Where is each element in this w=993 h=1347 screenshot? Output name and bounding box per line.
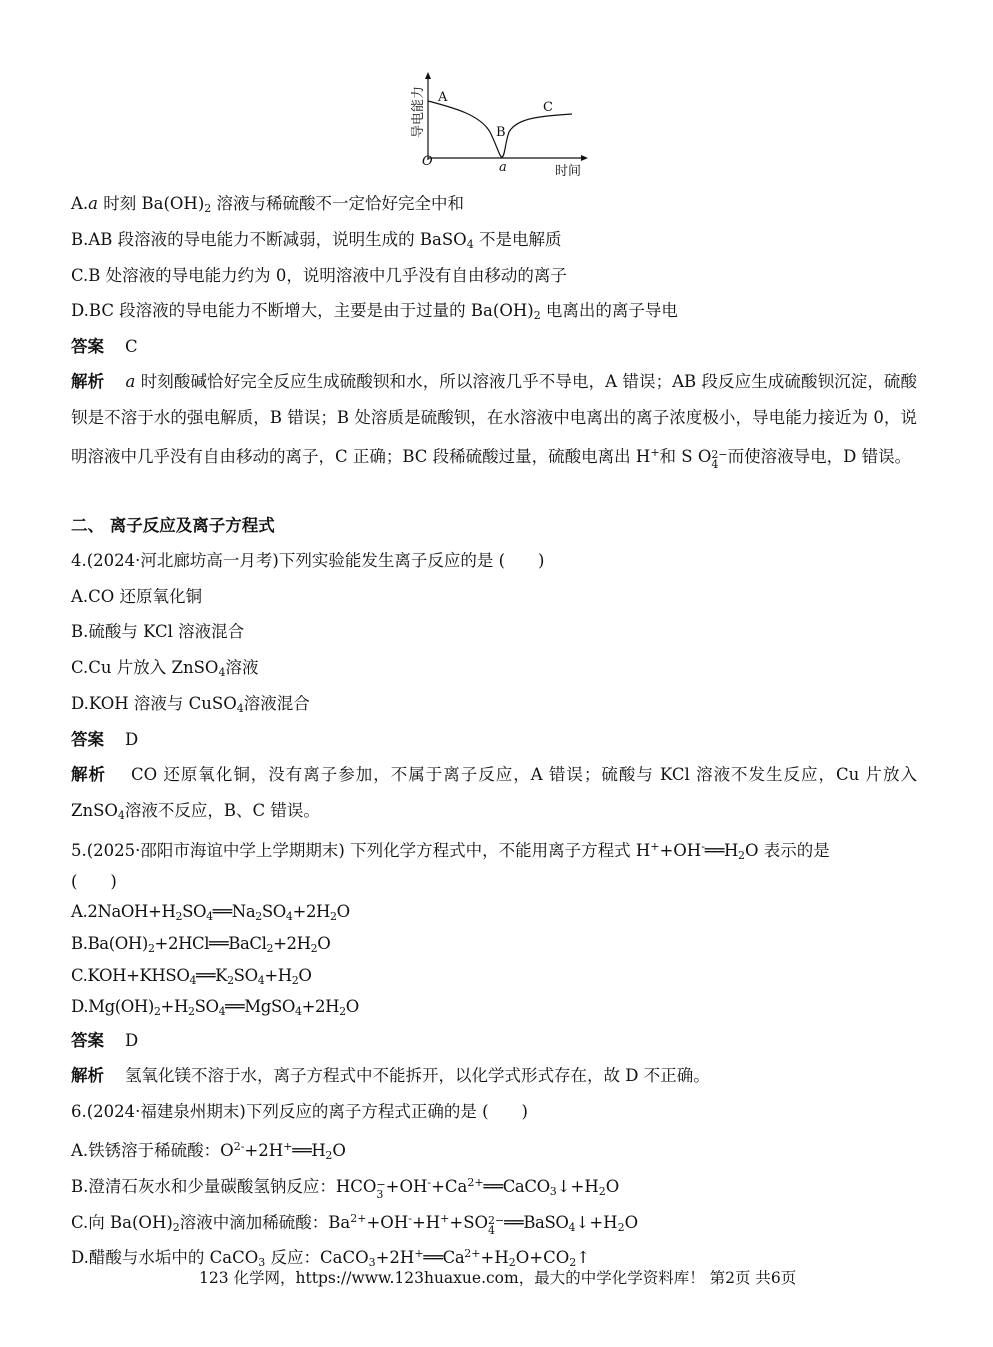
point-a-label: A	[438, 90, 448, 105]
q6-stem: 6.(2024·福建泉州期末)下列反应的离子方程式正确的是 ( )	[71, 1102, 528, 1121]
q6-option-d: D.醋酸与水垢中的 CaCO$_3$ 反应：$CaCO_3+2H^+══Ca^{2+}+H_2O+CO_2↑$	[71, 1247, 591, 1269]
q3-answer: 答案 C	[71, 337, 138, 356]
q5-answer: 答案 D	[71, 1031, 139, 1050]
q4-answer: 答案 D	[71, 730, 139, 749]
q3-option-c: C.B 处溶液的导电能力约为 0，说明溶液中几乎没有自由移动的离子	[71, 266, 567, 285]
q5-option-b: $B.Ba(OH)_2+2HCl══BaCl_2+2H_2O$	[71, 934, 331, 955]
y-axis-label: 导电能力	[411, 85, 426, 139]
point-c-label: C	[543, 100, 553, 115]
section-heading: 二、 离子反应及离子方程式	[71, 516, 275, 535]
y-axis-arrow	[425, 72, 431, 79]
q4-option-c: C.Cu 片放入 ZnSO$_4$溶液	[71, 658, 259, 679]
q3-analysis: 解析 a 时刻酸碱恰好完全反应生成硫酸钡和水，所以溶液几乎不导电，A 错误；AB 段反应生成硫酸钡沉淀，硫酸钡是不溶于水的强电解质，B 错误；B 处溶质是硫酸钡，在水溶液中电离出的离子浓度极小，导电能力接近为 0，说明溶液中几乎没有自由移动的离子，C 正确；BC 段稀硫酸过量，硫酸电离出 H+和 S O 2− 4 而使溶液导电，D 错误。	[71, 372, 918, 472]
conductivity-graph	[405, 70, 595, 182]
q6-option-b: B.澄清石灰水和少量碳酸氢钠反应：HCO − 3 $+OH^-+Ca^{2+}══CaCO_3↓+H_2O$	[71, 1176, 620, 1201]
q4-analysis: 解析 CO 还原氧化铜，没有离子参加，不属于离子反应，A 错误；硫酸与 KCl 溶液不发生反应，Cu 片放入 ZnSO$_4$溶液不反应，B、C 错误。	[71, 765, 917, 822]
x-axis-arrow	[581, 155, 588, 161]
q3-option-a: A.a 时刻 $Ba(OH)_2$ 溶液与稀硫酸不一定恰好完全中和	[71, 194, 465, 215]
page-footer: 123 化学网，https://www.123huaxue.com，最大的中学化学资料库！ 第2页 共6页	[199, 1269, 797, 1287]
q4-option-a: A.CO 还原氧化铜	[71, 587, 203, 606]
origin-label: O	[422, 154, 433, 169]
q5-stem: 5.(2025·邵阳市海谊中学上学期期末) 下列化学方程式中，不能用离子方程式 $H^++OH^-══H_2O$ 表示的是	[71, 840, 830, 862]
x-axis-label: 时间	[555, 164, 582, 179]
q5-analysis: 解析 氢氧化镁不溶于水，离子方程式中不能拆开，以化学式形式存在，故 D 不正确。	[71, 1066, 710, 1085]
tick-a-label: a	[499, 160, 507, 175]
q4-option-d: D.KOH 溶液与 CuSO$_4$溶液混合	[71, 694, 310, 715]
point-b-label: B	[496, 125, 506, 140]
q3-option-d: D.BC 段溶液的导电能力不断增大，主要是由于过量的 $Ba(OH)_2$ 电离出的离子导电	[71, 301, 678, 322]
q5-paren: ( )	[71, 872, 117, 891]
q3-option-b: B.AB 段溶液的导电能力不断减弱，说明生成的 BaSO$_4$ 不是电解质	[71, 230, 562, 251]
q5-option-a: $A.2NaOH+H_2SO_4══Na_2SO_4+2H_2O$	[71, 902, 350, 923]
q5-option-d: $D.Mg(OH)_2+H_2SO_4══MgSO_4+2H_2O$	[71, 997, 359, 1018]
q5-option-c: $C.KOH+KHSO_4══K_2SO_4+H_2O$	[71, 966, 312, 987]
q4-option-b: B.硫酸与 KCl 溶液混合	[71, 622, 245, 641]
q6-option-a: A.铁锈溶于稀硫酸：$O^{2-}+2H^+══H_2O$	[71, 1140, 346, 1162]
q4-stem: 4.(2024·河北廊坊高一月考)下列实验能发生离子反应的是 ( )	[71, 551, 545, 570]
q6-option-c: C.向 $Ba(OH)_2$溶液中滴加稀硫酸：$Ba^{2+}+OH^-+H^++SO$ 2− 4 $══BaSO_4↓+H_2O$	[71, 1212, 639, 1237]
